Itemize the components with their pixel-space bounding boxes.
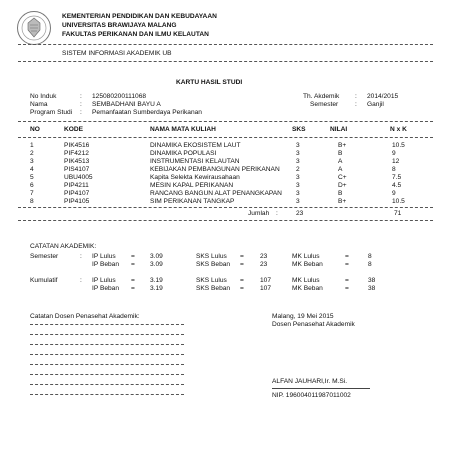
header-line-ministry: KEMENTERIAN PENDIDIKAN DAN KEBUDAYAAN: [62, 13, 217, 20]
advisor-nip: NIP. 196004011987011002: [272, 392, 351, 399]
system-name: SISTEM INFORMASI AKADEMIK UB: [62, 50, 172, 57]
university-seal-icon: [16, 10, 52, 46]
table-top-rule: [18, 121, 433, 122]
dosen-notes-title: Catatan Dosen Penasehat Akademik:: [30, 313, 140, 320]
total-sks: 23: [296, 210, 304, 217]
total-sep: :: [276, 210, 278, 217]
note-line: [30, 394, 184, 395]
col-header-nk: N x K: [390, 126, 407, 133]
year-label: Th. Akdemik: [303, 93, 340, 100]
note-line: [30, 384, 184, 385]
program-label: Program Studi: [30, 109, 73, 116]
note-line: [30, 364, 184, 365]
catatan-title: CATATAN AKADEMIK:: [30, 243, 97, 250]
name-value: SEMBADHANI BAYU A: [92, 101, 161, 108]
name-label: Nama: [30, 101, 48, 108]
total-label: Jumlah: [248, 210, 270, 217]
nim-value: 125080200111068: [92, 93, 147, 100]
note-line: [30, 334, 184, 335]
year-sep: :: [355, 93, 357, 100]
semester-sep: :: [355, 101, 357, 108]
advisor-name: ALFAN JAUHARI,Ir. M.Si.: [272, 378, 348, 385]
note-line: [30, 344, 184, 345]
note-line: [30, 374, 184, 375]
col-header-nama: NAMA MATA KULIAH: [150, 126, 216, 133]
nim-label: No Induk: [30, 93, 57, 100]
total-rule: [18, 220, 433, 221]
signature-rule: [272, 388, 370, 389]
place-date: Malang, 19 Mei 2015: [272, 313, 334, 320]
table-bottom-rule: [18, 207, 433, 208]
header-line-university: UNIVERSITAS BRAWIJAYA MALANG: [62, 22, 177, 29]
program-sep: :: [80, 109, 82, 116]
col-header-kode: KODE: [64, 126, 84, 133]
system-divider: [18, 61, 433, 62]
year-value: 2014/2015: [367, 93, 399, 100]
col-header-nilai: NILAI: [330, 126, 348, 133]
semester-label: Semester: [310, 101, 339, 108]
col-header-no: NO: [30, 126, 40, 133]
col-header-sks: SKS: [292, 126, 306, 133]
header-line-faculty: FAKULTAS PERIKANAN DAN ILMU KELAUTAN: [62, 31, 209, 38]
name-sep: :: [80, 101, 82, 108]
semester-value: Ganjil: [367, 101, 384, 108]
header-divider: [18, 44, 433, 45]
note-line: [30, 324, 184, 325]
note-line: [30, 354, 184, 355]
nim-sep: :: [80, 93, 82, 100]
table-header-rule: [18, 137, 433, 138]
document-title: KARTU HASIL STUDI: [176, 79, 243, 86]
total-nk: 71: [394, 210, 402, 217]
program-value: Pemanfaatan Sumberdaya Perikanan: [92, 109, 202, 116]
advisor-role: Dosen Penasehat Akademik: [272, 321, 355, 328]
